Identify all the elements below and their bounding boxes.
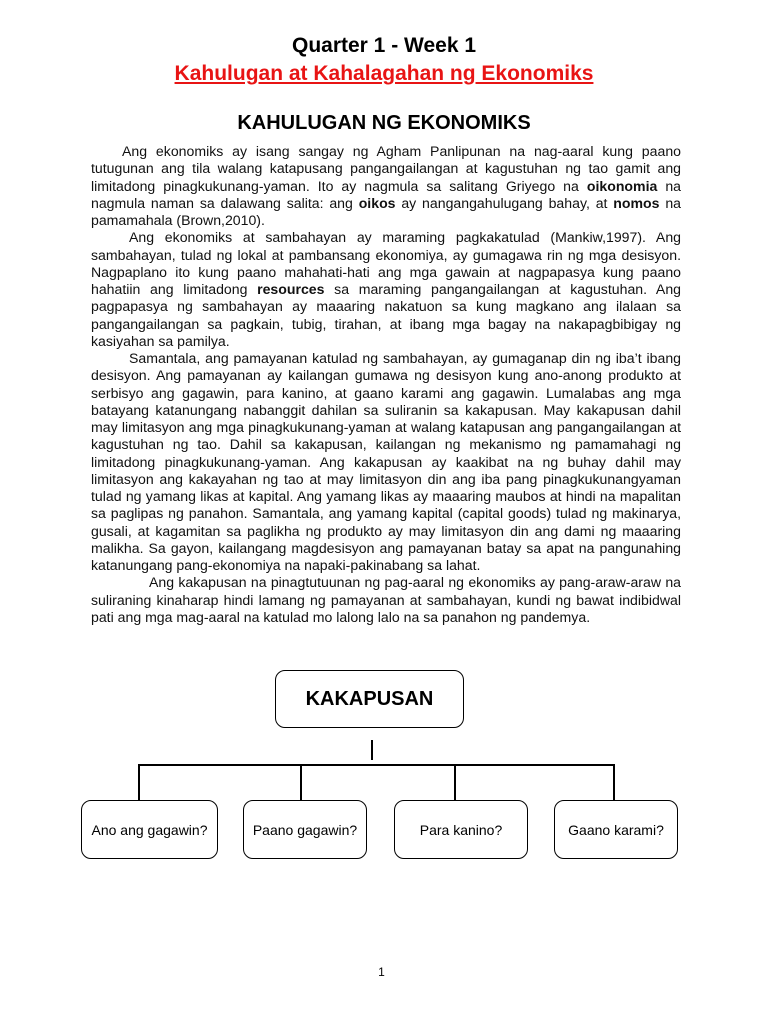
paragraph-4: Ang kakapusan na pinagtutuunan ng pag-aaral ng ekonomiks ay pang-araw-araw na suliraning kinaharap hindi lamang ng pamayanan at sambahayan, kundi ng bawat indibidwal pati ang mga mag-aaral na katulad mo lalong lalo na sa panahon ng pandemya. [91, 574, 681, 625]
paragraph-1: Ang ekonomiks ay isang sangay ng Agham Panlipunan na nag-aaral kung paano tutugunan ang tila walang katapusang pangangailangan at kagustuhan ng tao gamit ang limitadong pinagkukunang-yaman. Ito ay nagmula sa salitang Griyego na oikonomia na nagmula naman sa dalawang salita: ang oikos ay nangangahulugang bahay, at nomos na pamamahala (Brown,2010). [91, 143, 682, 228]
section-heading: KAHULUGAN NG EKONOMIKS [237, 112, 531, 134]
connector-drop-4 [613, 764, 615, 800]
term-resources: resources [257, 281, 325, 297]
paragraph-2: Ang ekonomiks at sambahayan ay maraming pagkakatulad (Mankiw,1997). Ang sambahayan, tulad ng lokal at pambansang ekonomiya, ay gumagawa rin ng mga desisyon. Nagpaplano ito kung paano mahahati-hati ang mga gawain at nagpapasya kung paano hahatiin ang limitadong resources sa maraming pangangailangan at kagustuhan. Ang pagpapasya ng sambahayan ay maaaring nakatuon sa kung magkano ang ilalaan sa pangangailangan sa pagkain, tubig, tirahan, at ibang mga bagay na nakapagbibigay ng kasiyahan sa pamilya. [91, 229, 682, 349]
page-number: 1 [378, 965, 385, 979]
paragraph-3: Samantala, ang pamayanan katulad ng sambahayan, ay gumaganap din ng iba’t ibang desisyon. Ang pamayanan ay kailangan gumawa ng desisyon kung ano-anong produkto at serbisyo ang gagawin, para kanino, at gaano karami ang gagawin. Lumalabas ang mga batayang katanungang nabanggit dahilan sa suliranin sa kakapusan. May kakapusan dahil may limitasyon ang mga pinagkukunang-yaman at walang katapusan ang pangangailangan at kagustuhan ng tao. Dahil sa kakapusan, kailangan ng mekanismo ng pamamahagi ng limitadong pinagkukunang-yaman. Ang kakapusan ay kaakibat na ng buhay dahil may limitasyon ang kakayahan ng tao at may limitasyon din ang iba pang pinagkukunangyaman tulad ng yamang likas at kapital. Ang yamang likas ay maaaring maubos at hindi na mapalitan sa paglipas ng panahon. Samantala, ang yamang kapital (capital goods) tulad ng makinarya, gusali, at kagamitan sa paglikha ng produkto ay may limitasyon din ang dami ng maaaring malikha. Sa gayon, kailangang magdesisyon ang pamayanan batay sa apat na pangunahing katanungang pang-ekonomiya na napaki-pakinabang sa lahat. [91, 350, 681, 573]
diagram-root-box: KAKAPUSAN [275, 670, 464, 728]
diagram-child-box-4: Gaano karami? [554, 800, 678, 859]
diagram-child-box-2: Paano gagawin? [243, 800, 367, 859]
connector-drop-1 [138, 764, 140, 800]
connector-drop-3 [454, 764, 456, 800]
connector-vertical [371, 740, 373, 760]
diagram-child-box-3: Para kanino? [394, 800, 528, 859]
term-oikos: oikos [358, 194, 396, 211]
lesson-subtitle: Kahulugan at Kahalagahan ng Ekonomiks [174, 62, 594, 85]
term-nomos: nomos [613, 194, 660, 211]
quarter-week-title: Quarter 1 - Week 1 [291, 34, 477, 57]
connector-drop-2 [300, 764, 302, 800]
term-oikonomia: oikonomia [586, 177, 658, 194]
connector-horizontal [138, 764, 615, 766]
diagram-child-box-1: Ano ang gagawin? [81, 800, 218, 859]
